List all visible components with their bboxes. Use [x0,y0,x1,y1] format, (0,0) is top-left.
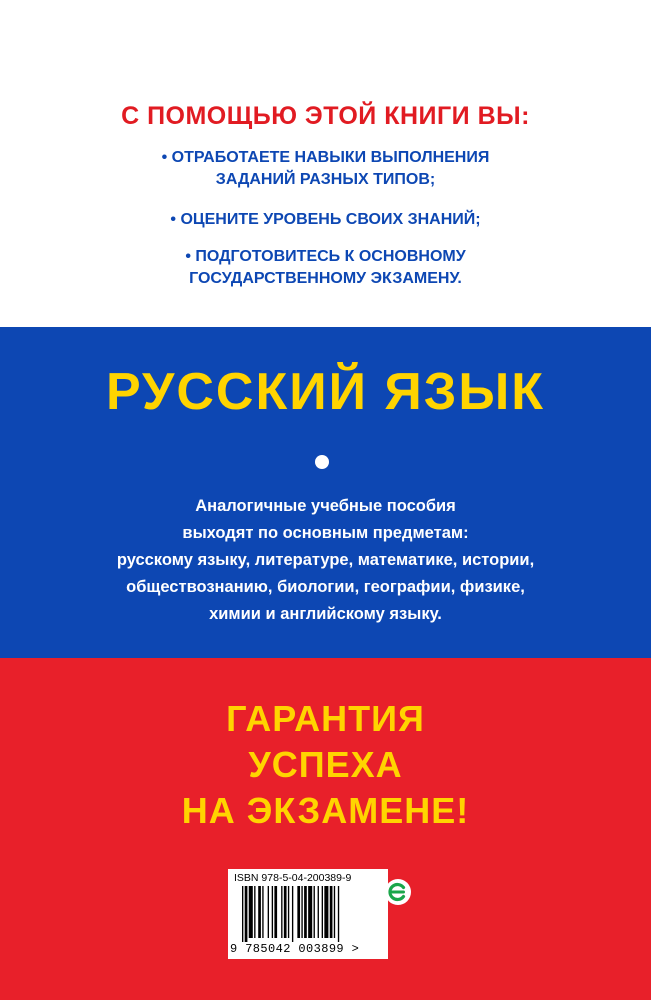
barcode-bar [308,886,312,938]
barcode-bar [284,886,287,938]
description-line: химии и английскому языку. [209,605,442,623]
slogan [0,696,651,834]
barcode-bar [245,886,248,942]
barcode-bar [330,886,333,938]
bullet-item [0,209,651,231]
barcode-bars [242,886,374,942]
barcode-number: 9 785042 003899 > [230,942,360,956]
barcode-bar [297,886,300,938]
barcode-bar [254,886,255,938]
barcode-bar [304,886,307,938]
bullet-item [0,147,651,191]
bullet-line: • ОЦЕНИТЕ УРОВЕНЬ СВОИХ ЗНАНИЙ; [170,211,481,228]
bullet-line: • ПОДГОТОВИТЕСЬ К ОСНОВНОМУ [185,248,466,265]
barcode-bar [288,886,289,938]
headline: С ПОМОЩЬЮ ЭТОЙ КНИГИ ВЫ: [121,102,530,130]
slogan-line: НА ЭКЗАМЕНЕ! [181,790,470,831]
barcode-bar [281,886,282,938]
bullet-line: ГОСУДАРСТВЕННОМУ ЭКЗАМЕНУ. [189,270,462,287]
separator-dot [315,455,329,469]
barcode-bar [318,886,319,938]
barcode-bar [322,886,323,938]
description-line: выходят по основным предметам: [182,524,469,542]
eksmo-logo-icon [384,878,412,906]
bullet-item [0,246,651,290]
barcode-bar [324,886,328,938]
barcode-bar [301,886,302,938]
description-line: русскому языку, литературе, математике, истории, [116,551,535,569]
barcode-bar [314,886,315,938]
barcode-bar [338,886,339,942]
barcode-bar [272,886,273,938]
isbn-text: ISBN 978-5-04-200389-9 [234,872,352,884]
slogan-line: ГАРАНТИЯ [226,698,425,739]
barcode-bar [262,886,263,938]
description [0,493,651,628]
barcode-bar [268,886,269,938]
barcode-bar [292,886,293,942]
barcode-bar [334,886,335,938]
description-line: Аналогичные учебные пособия [195,497,456,515]
barcode [228,869,388,959]
slogan-line: УСПЕХА [248,744,403,785]
subject-title: РУССКИЙ ЯЗЫК [106,363,545,421]
bullet-line: ЗАДАНИЙ РАЗНЫХ ТИПОВ; [215,171,436,188]
barcode-bar [242,886,243,942]
bullet-line: • ОТРАБОТАЕТЕ НАВЫКИ ВЫПОЛНЕНИЯ [161,149,490,166]
barcode-bar [249,886,253,938]
description-line: обществознанию, биологии, географии, физике, [126,578,525,596]
barcode-bar [258,886,261,938]
barcode-bar [274,886,277,938]
